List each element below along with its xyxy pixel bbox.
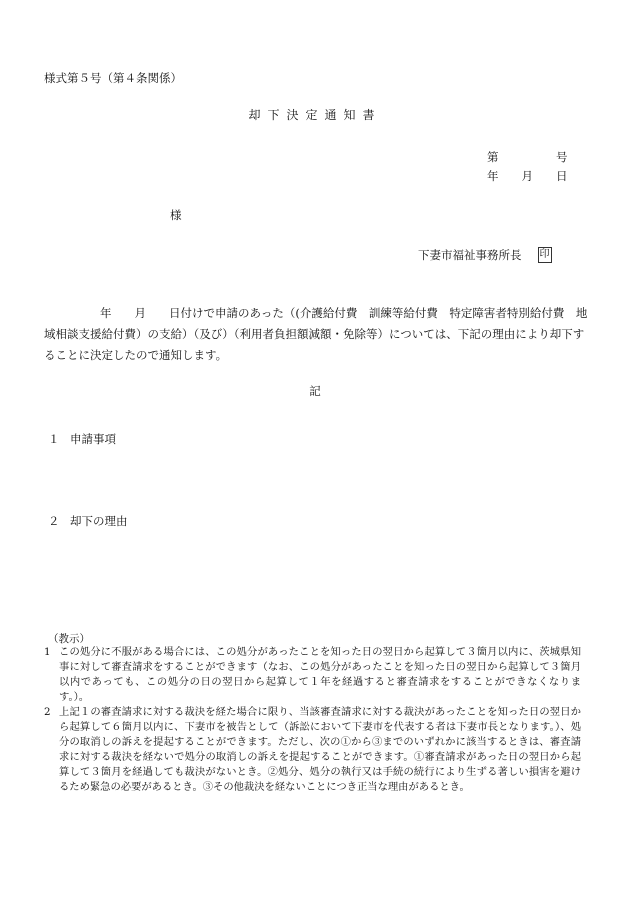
issuer-block bbox=[418, 247, 552, 263]
section-number: １ bbox=[48, 432, 60, 446]
document-title: 却下決定通知書 bbox=[248, 108, 382, 122]
document-number-line: 第 号 bbox=[487, 150, 568, 164]
document-date-line: 年 月 日 bbox=[487, 169, 568, 183]
section-label: 却下の理由 bbox=[70, 514, 128, 528]
section-application-items bbox=[48, 431, 116, 447]
section-label: 申請事項 bbox=[70, 432, 116, 446]
note-item bbox=[44, 645, 581, 705]
note-number: 2 bbox=[44, 706, 51, 718]
note-text: この処分に不服がある場合には、この処分があったことを知った日の翌日から起算して３箇月以内に、茨城県知事に対して審査請求をすることができます（なお、この処分があったことを知った日の翌日から起算して３箇月以内であっても、この処分の日の翌日から起算して１年を経過すると審査請求をすることができなくなります。）。 bbox=[59, 646, 581, 703]
addressee-suffix: 様 bbox=[170, 208, 182, 222]
notice-body-text: 年 月 日付けで申請のあった（(介護給付費 訓練等給付費 特定障害者特別給付費 地域相談支援給付費）の支給）（及び）（利用者負担額減額・免除等）については、下記の理由により却下することに決定したので通知します。 bbox=[44, 306, 588, 362]
section-number: ２ bbox=[48, 514, 60, 528]
note-item bbox=[44, 705, 581, 795]
note-number: 1 bbox=[44, 646, 51, 658]
notice-body bbox=[44, 303, 594, 366]
seal-mark: 印 bbox=[538, 247, 552, 263]
ki-heading: 記 bbox=[309, 384, 321, 398]
notes-heading: （教示） bbox=[48, 633, 90, 645]
issuer-name: 下妻市福祉事務所長 bbox=[418, 248, 522, 262]
note-text: 上記１の審査請求に対する裁決を経た場合に限り、当該審査請求に対する裁決があったことを知った日の翌日から起算して６箇月以内に、下妻市を被告として（訴訟において下妻市を代表する者は下妻市長となります。）、処分の取消しの訴えを提起することができます。ただし、次の①から③までのいずれかに該当するときは、審査請求に対する裁決を経ないで処分の取消しの訴えを提起することができます。①審査請求があった日の翌日から起算して３箇月を経過しても裁決がないとき。②処分、処分の執行又は手続の続行により生ずる著しい損害を避けるため緊急の必要があるとき。③その他裁決を経ないことにつき正当な理由があるとき。 bbox=[59, 706, 581, 793]
form-number: 様式第５号（第４条関係） bbox=[44, 71, 182, 85]
section-rejection-reason bbox=[48, 513, 128, 529]
